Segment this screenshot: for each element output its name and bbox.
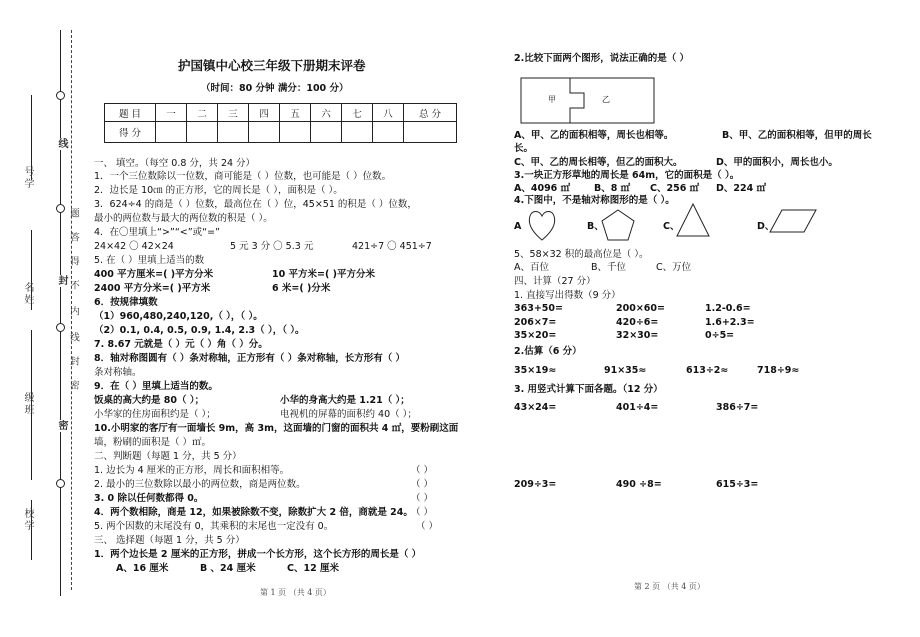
- score-input-cell[interactable]: [373, 122, 404, 143]
- question-text: 1. 直接写出得数（9 分）: [514, 290, 621, 301]
- score-table: [104, 103, 457, 143]
- answer-paren[interactable]: （ ）: [411, 465, 434, 476]
- score-table-header-row: [105, 104, 457, 122]
- choice-option[interactable]: B、甲、乙的面积相等，但甲的周长: [722, 130, 872, 141]
- question-text: 饭桌的高大约是 80（ ）；: [94, 395, 205, 406]
- judge-item: 3. 0 除以任何数都得 0。: [94, 493, 204, 504]
- compare-item: 24×42 〇 42×24: [94, 241, 174, 252]
- choice-option[interactable]: B、: [587, 221, 604, 232]
- seal-word-feng: 封: [56, 275, 67, 287]
- choice-option[interactable]: C、: [663, 221, 680, 232]
- question-text: 3.一块正方形草地的周长是 64m，它的面积是（ ）。: [514, 170, 740, 181]
- question-text: 1．两个边长是 2 厘米的正方形，拼成一个长方形，这个长方形的周长是（ ）: [94, 549, 422, 560]
- question-text: 小华家的住房面积约是（ ）；: [94, 409, 216, 420]
- binding-hole-icon: [56, 204, 65, 213]
- estimate-item: 91×35≈: [604, 365, 647, 376]
- section-title-choice: 三、 选择题（每题 1 分，共 5 分）: [94, 535, 245, 546]
- score-input-cell[interactable]: [280, 122, 311, 143]
- calc-item: 32×30=: [616, 330, 659, 341]
- question-text: 电视机的屏幕的面积约 40（ ）；: [280, 409, 417, 420]
- notice-char: 不: [68, 280, 79, 299]
- score-input-cell[interactable]: [311, 122, 342, 143]
- score-cell: 八: [373, 104, 404, 122]
- choice-option[interactable]: A、甲、乙的面积相等，周长也相等。: [514, 130, 674, 141]
- choice-option[interactable]: A、4096 ㎡: [514, 183, 571, 194]
- choice-option[interactable]: D、224 ㎡: [716, 183, 767, 194]
- choice-option[interactable]: B、千位: [591, 262, 627, 273]
- question-text: 5、58×32 积的最高位是（ ）。: [514, 249, 649, 260]
- score-cell: 题 目: [105, 104, 156, 122]
- vertical-calc-item: 386÷7=: [716, 402, 759, 413]
- choice-option[interactable]: A、百位: [514, 262, 549, 273]
- choice-option-continued: 长。: [514, 143, 534, 154]
- conversion-item: 400 平方厘米=( )平方分米: [94, 269, 214, 280]
- section-title-fill-blank: 一、 填空。（每空 0.8 分，共 24 分）: [94, 158, 256, 169]
- name-label: 名姓: [22, 282, 33, 306]
- score-cell: 七: [342, 104, 373, 122]
- vertical-calc-item: 401÷4=: [616, 402, 659, 413]
- figure-label-jia: 甲: [548, 95, 556, 104]
- estimate-item: 718÷9≈: [757, 365, 800, 376]
- question-text: 小华的身高大约是 1.21（ ）；: [280, 395, 410, 406]
- exam-title: 护国镇中心校三年级下册期末评卷: [178, 58, 366, 73]
- choice-option[interactable]: C、256 ㎡: [650, 183, 700, 194]
- vertical-calc-item: 615÷3=: [716, 479, 759, 490]
- calc-item: 0÷5=: [705, 330, 735, 341]
- figure-outline: [521, 78, 654, 123]
- judge-item: 1. 边长为 4 厘米的正方形，周长和面积相等。: [94, 465, 290, 476]
- question-text: （1）960,480,240,120,（ ），（ ）。: [94, 311, 263, 322]
- jia-yi-figure: [520, 77, 655, 124]
- school-label: 校学: [22, 508, 33, 532]
- score-cell: 总 分: [404, 104, 457, 122]
- section-title-true-false: 二、判断题（每题 1 分，共 5 分）: [94, 451, 242, 462]
- student-number-label: 号学: [22, 166, 33, 190]
- compare-item: 5 元 3 分 〇 5.3 元: [230, 241, 314, 252]
- calc-item: 363+50=: [514, 303, 563, 314]
- question-text: 5. 在（ ）里填上适当的数: [94, 255, 205, 266]
- question-text: 2．边长是 10㎝ 的正方形，它的周长是（ ），面积是（ ）。: [94, 185, 343, 196]
- estimate-item: 613÷2≈: [686, 365, 729, 376]
- question-text: 4．在〇里填上“>”“<”或“=”: [94, 227, 220, 238]
- calc-item: 35×20=: [514, 330, 557, 341]
- binding-hole-icon: [56, 479, 65, 488]
- question-text: 10.小明家的客厅有一面墙长 9m，高 3m，这面墙的门窗的面积共 4 ㎡，要粉刷这面: [94, 423, 459, 434]
- question-text: （2）0.1, 0.4, 0.5, 0.9, 1.4, 2.3（ ），（ ）。: [94, 325, 305, 336]
- question-text: 4.下图中，不是轴对称图形的是（ ）。: [514, 195, 675, 206]
- question-text: 9．在（ ）里填上适当的数。: [94, 381, 218, 392]
- notice-char: 线: [68, 332, 79, 351]
- class-label: 级班: [22, 392, 33, 416]
- question-text: 7. 8.67 元就是（ ）元（ ）角（ ）分。: [94, 339, 268, 350]
- question-text: 最小的两位数与最大的两位数的积是（ ）。: [94, 213, 273, 224]
- score-input-cell[interactable]: [218, 122, 249, 143]
- score-input-cell[interactable]: [156, 122, 187, 143]
- judge-item: 2. 最小的三位数除以最小的两位数，商是两位数。: [94, 479, 306, 490]
- notice-char: 密: [68, 380, 79, 399]
- binding-hole-icon: [56, 91, 65, 100]
- score-cell: 六: [311, 104, 342, 122]
- score-table-score-row: [105, 122, 457, 143]
- score-cell: 五: [280, 104, 311, 122]
- answer-paren[interactable]: （ ）: [411, 493, 434, 504]
- calc-item: 200×60=: [616, 303, 665, 314]
- heart-shape-icon: [527, 208, 557, 242]
- notice-char: 得: [68, 256, 79, 275]
- choice-option[interactable]: C、万位: [656, 262, 692, 273]
- figure-divider: [570, 78, 584, 123]
- question-text: 8．轴对称图圆有（ ）条对称轴，正方形有（ ）条对称轴，长方形有（ ）: [94, 353, 406, 364]
- score-cell: 四: [249, 104, 280, 122]
- judge-item: 5. 两个因数的末尾没有 0，其乘积的末尾也一定没有 0。: [94, 521, 334, 532]
- score-input-cell[interactable]: [249, 122, 280, 143]
- conversion-item: 6 米=( )分米: [272, 283, 331, 294]
- page-footer: 第 2 页 （共 4 页）: [634, 582, 705, 591]
- score-input-cell[interactable]: [187, 122, 218, 143]
- question-text: 3．624÷4 的商是（ ）位数，最高位在（ ）位，45×51 的积是（ ）位数，: [94, 199, 417, 210]
- choice-option[interactable]: A、16 厘米: [116, 563, 169, 574]
- exam-subtitle: （时间：80 分钟 满分：100 分）: [201, 83, 349, 94]
- score-cell: 一: [156, 104, 187, 122]
- section-title-calculation: 四、计算（27 分）: [514, 276, 596, 287]
- question-text: 2.估算（6 分）: [514, 346, 582, 357]
- conversion-item: 2400 平方分米=( )平方米: [94, 283, 211, 294]
- question-text: 3. 用竖式计算下面各题。（12 分）: [514, 384, 663, 395]
- conversion-item: 10 平方米=( )平方分米: [272, 269, 375, 280]
- choice-option[interactable]: C、甲、乙的周长相等，但乙的面积大。: [514, 157, 683, 168]
- judge-item: 4．两个数相除，商是 12，如果被除数不变，除数扩大 2 倍，商就是 24。: [94, 507, 413, 518]
- calc-item: 1.2-0.6=: [705, 303, 751, 314]
- notice-char: 封: [68, 356, 79, 375]
- calc-item: 1.6+2.3=: [705, 317, 755, 328]
- vertical-calc-item: 43×24=: [514, 402, 557, 413]
- vertical-calc-item: 490 ÷8=: [616, 479, 662, 490]
- answer-paren[interactable]: （ ）: [411, 507, 434, 518]
- choice-option[interactable]: B、8 ㎡: [594, 183, 631, 194]
- figure-label-yi: 乙: [602, 95, 610, 104]
- estimate-item: 35×19≈: [514, 365, 557, 376]
- score-cell: 三: [218, 104, 249, 122]
- compare-item: 421÷7 〇 451÷7: [352, 241, 432, 252]
- calc-item: 420÷6=: [616, 317, 659, 328]
- question-text: 1．一个三位数除以一位数，商可能是（ ）位数，也可能是（ ）位数。: [94, 171, 392, 182]
- score-cell: 二: [187, 104, 218, 122]
- choice-option[interactable]: A: [514, 221, 522, 232]
- answer-paren[interactable]: （ ）: [411, 479, 434, 490]
- score-cell: 得 分: [105, 122, 156, 143]
- page-footer: 第 1 页 （共 4 页）: [260, 588, 331, 597]
- score-input-cell[interactable]: [404, 122, 457, 143]
- binding-hole-icon: [56, 323, 65, 332]
- parallelogram-shape-icon: [768, 208, 818, 234]
- choice-option[interactable]: B 、24 厘米: [200, 563, 256, 574]
- pentagon-shape-icon: [600, 208, 636, 242]
- seal-word-mi: 密: [56, 420, 67, 432]
- notice-char: 答: [68, 232, 79, 251]
- seal-line: [60, 30, 61, 596]
- question-text: 条对称轴。: [94, 367, 142, 378]
- seal-word-xian: 线: [56, 138, 67, 150]
- vertical-calc-item: 209÷3=: [514, 479, 557, 490]
- question-text: 墙，粉刷的面积是（ ）㎡。: [94, 437, 212, 448]
- choice-option[interactable]: D、: [757, 221, 775, 232]
- calc-item: 206×7=: [514, 317, 557, 328]
- notice-char: 题: [68, 208, 79, 227]
- triangle-shape-icon: [675, 202, 711, 238]
- question-text: 6．按规律填数: [94, 297, 158, 308]
- choice-option[interactable]: D、甲的面积小，周长也小。: [716, 157, 838, 168]
- question-text: 2.比较下面两个图形，说法正确的是（ ）: [514, 53, 690, 64]
- notice-char: 内: [68, 306, 79, 325]
- choice-option[interactable]: C、12 厘米: [287, 563, 339, 574]
- score-input-cell[interactable]: [342, 122, 373, 143]
- answer-paren[interactable]: （ ）: [416, 521, 439, 532]
